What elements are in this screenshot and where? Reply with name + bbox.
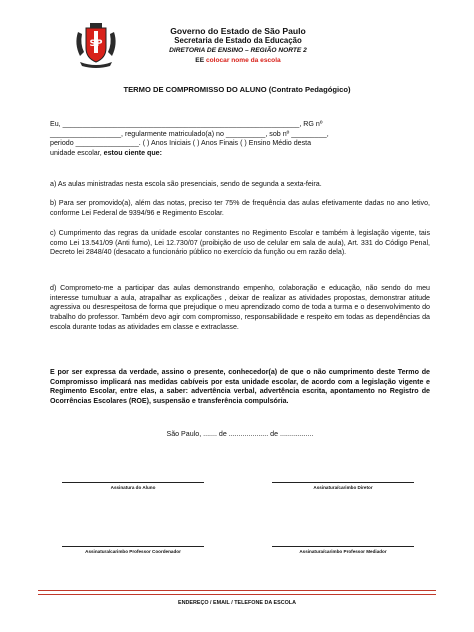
coordinator-signature-line: Assinatura/carimbo Professor Coordenador [62,546,204,554]
svg-text:SP: SP [89,39,103,49]
mediator-signature-line: Assinatura/carimbo Professor Mediador [272,546,414,554]
footer-contact: ENDEREÇO / EMAIL / TELEFONE DA ESCOLA [177,600,296,606]
identification-line-3: periodo ________________. ( ) Anos Iniciais ( ) Anos Finais ( ) Ensino Médio desta [50,139,312,148]
clause-a: a) As aulas ministradas nesta escola são presenciais, sendo de segunda a sexta-feira. [50,180,322,188]
regional-directorate-line: DIRETORIA DE ENSINO – REGIÃO NORTE 2 [169,47,307,54]
state-government-line: Governo do Estado de São Paulo [170,26,306,36]
identification-line-2: __________________, regularmente matriculado(a) no __________, sob nº _________, [50,129,329,138]
clause-d: d) Comprometo-me a participar das aulas demonstrando empenho, colaboração e educação, não sendo do meu interesse tumultuar a aula, atrapalhar as explicações , deixar de realizar as atividades propostas, demonstrar atitude agressiva ou desrespeitosa de forma que prejudique o meu aprendizado como de toda a turma e o desenvolvimento do trabalho do professor. Também devo agir com compromisso, responsabilidade e respeito em todas as dependências da escola durante todas as atividades em classe e extraclasse. [50,284,430,331]
director-signature-line: Assinatura/carimbo Diretor [272,482,414,490]
clause-b: b) Para ser promovido(a), além das notas, preciso ter 75% de frequência das aulas efetivamente dadas no ano letivo, conforme Lei Federal de 9394/96 e Regimento Escolar. [50,199,430,217]
footer-rule-bottom [38,594,436,595]
aware-statement: estou ciente que: [103,149,162,158]
school-name-placeholder: colocar nome da escola [205,57,281,64]
institution-header [120,26,356,66]
sao-paulo-coat-of-arms-logo [74,22,118,68]
school-prefix: EE [195,57,205,64]
education-secretariat-line: Secretaria de Estado da Educação [174,36,302,45]
identification-paragraph [50,120,430,159]
footer-rule-top [38,590,436,591]
identification-line-1: Eu, ____________________________________________________________, RG nº [50,120,323,128]
date-line: São Paulo, ....... de .................... de ................. [166,430,314,438]
document-title: TERMO DE COMPROMISSO DO ALUNO (Contrato Pedagógico) [123,85,351,94]
school-name-line [120,56,356,66]
student-signature-line: Assinatura do Aluno [62,482,204,490]
declaration-paragraph: E por ser expressa da verdade, assino o presente, conhecedor(a) de que o não cumprimento deste Termo de Compromisso implicará nas medidas cabíveis por esta unidade escolar, de acordo com a legislação vigente e Regimento Escolar, entre elas, a saber: advertência verbal, advertência escrita, apontamento no Registro de Ocorrências Escolares (ROE), suspensão e transferência compulsória. [50,368,430,406]
identification-text: unidade escolar, [50,149,104,158]
identification-line-4 [50,149,430,159]
clause-c: c) Cumprimento das regras da unidade escolar constantes no Regimento Escolar e também à legislação vigente, tais como Lei 13.541/09 (Anti fumo), Lei 12.730/07 (proibição de uso de celular em sala de aula), Art. 331 do Código Penal, Decreto lei 2848/40 (desacato a funcionário público no exercício da função ou em razão dela). [50,229,430,257]
